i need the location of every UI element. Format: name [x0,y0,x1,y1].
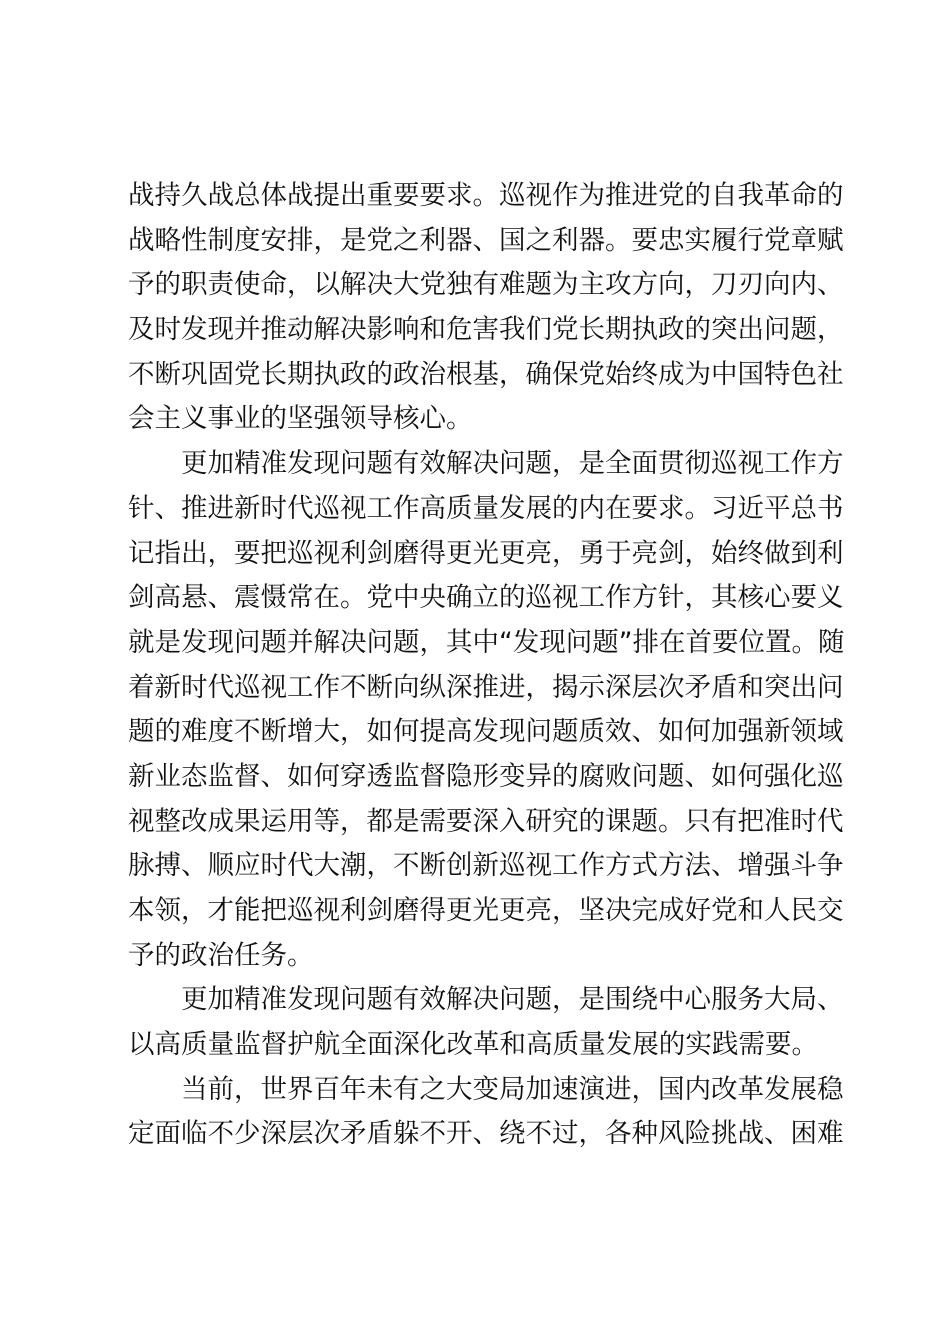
paragraph-2 [128,442,845,978]
text-line: 战略性制度安排，是党之利器、国之利器。要忠实履行党章赋 [128,224,844,256]
text-line: 战持久战总体战提出重要要求。巡视作为推进党的自我革命的 [128,180,844,211]
text-line: 予的职责使命，以解决大党独有难题为主攻方向，刀刃向内、 [128,269,844,301]
text-line: 及时发现并推动解决影响和危害我们党长期执政的突出问题， [128,314,844,346]
text-line: 本领，才能把巡视利剑磨得更光更亮，坚决完成好党和人民交 [128,895,844,926]
text-line: 就是发现问题并解决问题，其中“发现问题”排在首要位置。随 [128,626,845,658]
paragraph-4 [128,1068,844,1157]
text-line: 脉搏、顺应时代大潮，不断创新巡视工作方式方法、增强斗争 [128,850,844,882]
text-line: 以高质量监督护航全面深化改革和高质量发展的实践需要。 [128,1029,818,1061]
text-line: 视整改成果运用等，都是需要深入研究的课题。只有把准时代 [128,805,844,837]
text-line: 予的政治任务。 [128,939,314,971]
text-line: 不断巩固党长期执政的政治根基，确保党始终成为中国特色社 [128,358,844,390]
paragraph-1 [128,174,844,442]
text-line: 新业态监督、如何穿透监督隐形变异的腐败问题、如何强化巡 [128,760,844,792]
text-line: 针、推进新时代巡视工作高质量发展的内在要求。习近平总书 [128,492,844,524]
text-line: 定面临不少深层次矛盾躲不开、绕不过，各种风险挑战、困难 [128,1118,844,1150]
text-line: 更加精准发现问题有效解决问题，是全面贯彻巡视工作方 [181,448,844,480]
text-line: 剑高悬、震慑常在。党中央确立的巡视工作方针，其核心要义 [128,582,844,614]
text-line: 着新时代巡视工作不断向纵深推进，揭示深层次矛盾和突出问 [128,671,844,703]
text-line: 题的难度不断增大，如何提高发现问题质效、如何加强新领域 [128,716,844,748]
paragraph-3 [128,978,844,1067]
text-line: 当前，世界百年未有之大变局加速演进，国内改革发展稳 [181,1073,844,1105]
text-line: 记指出，要把巡视利剑磨得更光更亮，勇于亮剑，始终做到利 [128,537,844,569]
document-body [128,174,845,1157]
text-line: 更加精准发现问题有效解决问题，是围绕中心服务大局、 [181,984,844,1016]
text-line: 会主义事业的坚强领导核心。 [128,403,473,435]
